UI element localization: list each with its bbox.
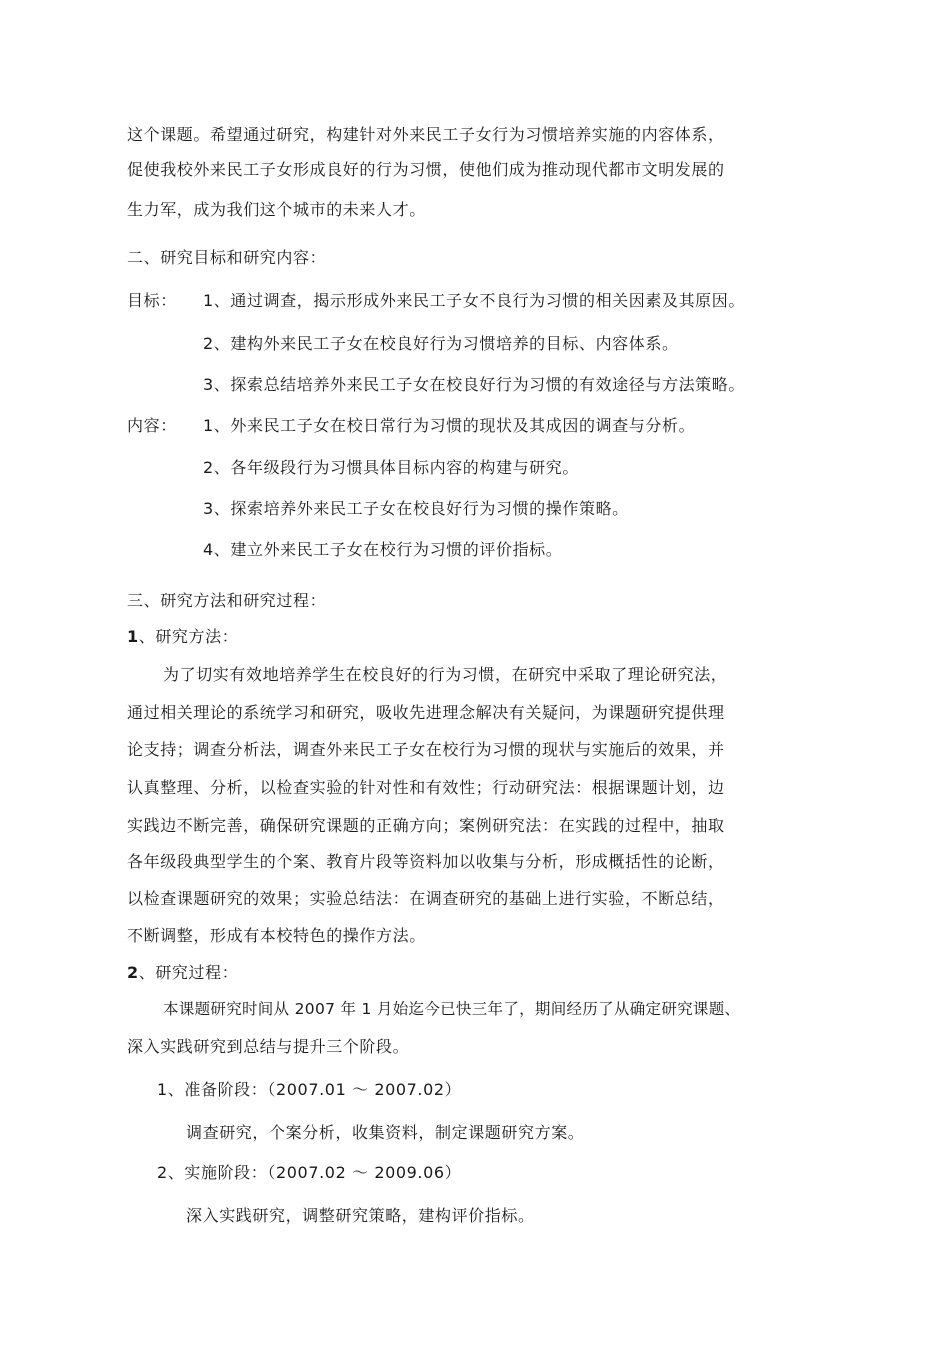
- section2-heading: 二、研究目标和研究内容：: [127, 248, 327, 267]
- content-item: 2、各年级段行为习惯具体目标内容的构建与研究。: [203, 458, 579, 477]
- methods-title: 、研究方法：: [138, 627, 239, 646]
- intro-line: 这个课题。希望通过研究，构建针对外来民工子女行为习惯培养实施的内容体系，: [127, 125, 725, 144]
- content-item: 3、探索培养外来民工子女在校良好行为习惯的操作策略。: [203, 499, 629, 518]
- goal-item: 2、建构外来民工子女在校良好行为习惯培养的目标、内容体系。: [203, 334, 679, 353]
- methods-heading: [127, 626, 238, 648]
- content-item: 1、外来民工子女在校日常行为习惯的现状及其成因的调查与分析。: [203, 416, 696, 435]
- process-title: 、研究过程：: [138, 963, 239, 982]
- methods-number: 1: [127, 627, 139, 646]
- methods-line: 认真整理、分析，以检查实验的针对性和有效性；行动研究法：根据课题计划，边: [127, 778, 725, 797]
- methods-line: 论支持；调查分析法，调查外来民工子女在校行为习惯的现状与实施后的效果，并: [127, 740, 725, 759]
- stage-desc: 调查研究，个案分析，收集资料，制定课题研究方案。: [186, 1123, 585, 1142]
- methods-line: 不断调整，形成有本校特色的操作方法。: [127, 926, 426, 945]
- content-label: 内容：: [127, 416, 177, 435]
- process-number: 2: [127, 963, 139, 982]
- goal-item: 3、探索总结培养外来民工子女在校良好行为习惯的有效途径与方法策略。: [203, 375, 745, 394]
- methods-line: 为了切实有效地培养学生在校良好的行为习惯，在研究中采取了理论研究法，: [163, 665, 728, 684]
- process-line: 本课题研究时间从 2007 年 1 月始迄今已快三年了，期间经历了从确定研究课题、: [163, 1000, 741, 1018]
- process-heading: [127, 962, 238, 984]
- goals-label: 目标：: [127, 291, 177, 310]
- process-line: 深入实践研究到总结与提升三个阶段。: [127, 1037, 410, 1056]
- methods-line: 各年级段典型学生的个案、教育片段等资料加以收集与分析，形成概括性的论断，: [127, 852, 725, 871]
- content-item: 4、建立外来民工子女在校行为习惯的评价指标。: [203, 540, 563, 559]
- intro-line: 生力军，成为我们这个城市的未来人才。: [127, 200, 426, 219]
- section3-heading: 三、研究方法和研究过程：: [127, 591, 327, 610]
- intro-line: 促使我校外来民工子女形成良好的行为习惯，使他们成为推动现代都市文明发展的: [127, 160, 725, 179]
- stage-title: 2、实施阶段：（2007.02 ～ 2009.06）: [157, 1163, 462, 1182]
- methods-line: 以检查课题研究的效果；实验总结法：在调查研究的基础上进行实验，不断总结，: [127, 889, 725, 908]
- methods-line: 实践边不断完善，确保研究课题的正确方向；案例研究法：在实践的过程中，抽取: [127, 816, 725, 835]
- stage-title: 1、准备阶段：（2007.01 ～ 2007.02）: [157, 1080, 462, 1099]
- stage-desc: 深入实践研究，调整研究策略，建构评价指标。: [186, 1206, 535, 1225]
- methods-line: 通过相关理论的系统学习和研究，吸收先进理念解决有关疑问，为课题研究提供理: [127, 703, 725, 722]
- goal-item: 1、通过调查，揭示形成外来民工子女不良行为习惯的相关因素及其原因。: [203, 291, 745, 310]
